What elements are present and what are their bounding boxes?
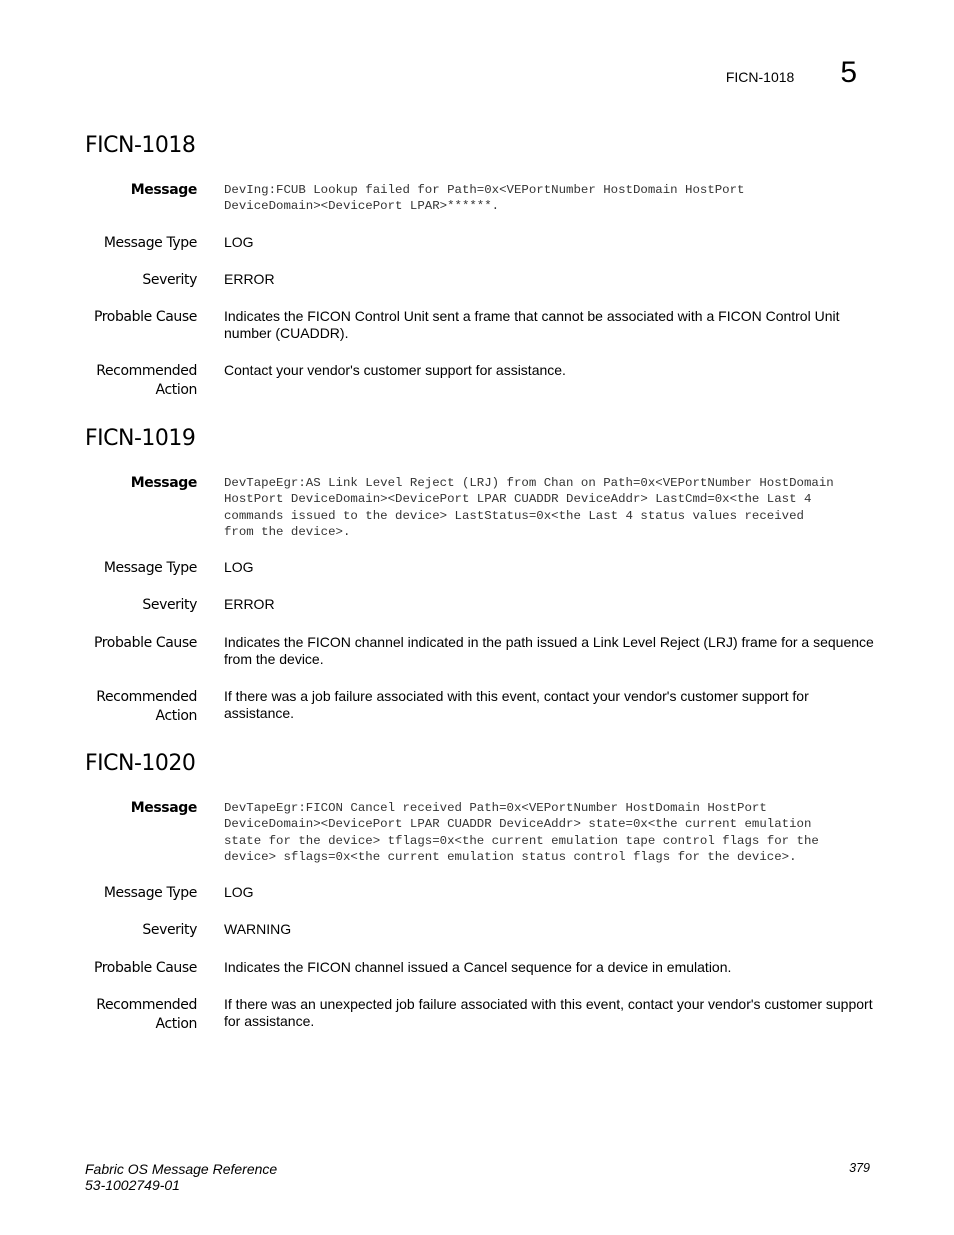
book-title: Fabric OS Message Reference <box>85 1161 278 1177</box>
recommended-action-label <box>67 362 197 400</box>
recommended-action-label <box>67 996 197 1034</box>
doc-number: 53-1002749-01 <box>85 1177 180 1193</box>
recommended-label-line1: Recommended <box>96 363 197 379</box>
severity-value: ERROR <box>224 596 275 612</box>
severity-label: Severity <box>142 272 197 288</box>
recommended-action-label <box>67 688 197 726</box>
message-label: Message <box>130 475 197 491</box>
page-number: 379 <box>849 1161 870 1175</box>
message-text: DevIng:FCUB Lookup failed for Path=0x<VEPortNumber HostDomain HostPort DeviceDomain><DevicePort LPAR>******. <box>224 183 745 214</box>
recommended-label-line1: Recommended <box>96 997 197 1013</box>
message-type-value: LOG <box>224 559 254 575</box>
recommended-label-line2: Action <box>155 1016 197 1032</box>
message-type-value: LOG <box>224 234 254 250</box>
message-type-label: Message Type <box>103 560 197 576</box>
probable-cause-label: Probable Cause <box>93 309 197 325</box>
probable-cause-value: Indicates the FICON Control Unit sent a frame that cannot be associated with a FICON Control Unit number (CUADDR). <box>224 308 840 341</box>
recommended-label-line2: Action <box>155 382 197 398</box>
message-label: Message <box>130 800 197 816</box>
probable-cause-value: Indicates the FICON channel issued a Cancel sequence for a device in emulation. <box>224 959 732 975</box>
running-title: FICN-1018 <box>725 69 795 85</box>
probable-cause-value: Indicates the FICON channel indicated in the path issued a Link Level Reject (LRJ) frame for a sequence from the device. <box>224 634 874 667</box>
footer-book-info <box>85 1161 277 1193</box>
recommended-label-line1: Recommended <box>96 689 197 705</box>
message-type-label: Message Type <box>103 885 197 901</box>
message-type-label: Message Type <box>103 235 197 251</box>
entry-title: FICN-1018 <box>85 133 196 158</box>
message-text: DevTapeEgr:AS Link Level Reject (LRJ) from Chan on Path=0x<VEPortNumber HostDomain HostPort DeviceDomain><DevicePort LPAR CUADDR DeviceAddr> LastCmd=0x<the Last 4 commands issued to the device> LastStatus=0x<the Last 4 status values received from the device>. <box>224 476 834 539</box>
chapter-number: 5 <box>840 56 857 89</box>
recommended-action-value: If there was an unexpected job failure associated with this event, contact your vendor's customer support for assistance. <box>224 996 873 1029</box>
severity-value: ERROR <box>224 271 275 287</box>
probable-cause-label: Probable Cause <box>93 960 197 976</box>
recommended-label-line2: Action <box>155 708 197 724</box>
probable-cause-label: Probable Cause <box>93 635 197 651</box>
entry-title: FICN-1020 <box>85 751 196 776</box>
severity-value: WARNING <box>224 921 292 937</box>
message-type-value: LOG <box>224 884 254 900</box>
message-label: Message <box>130 182 197 198</box>
severity-label: Severity <box>142 597 197 613</box>
message-text: DevTapeEgr:FICON Cancel received Path=0x<VEPortNumber HostDomain HostPort DeviceDomain><DevicePort LPAR CUADDR DeviceAddr> state=0x<the current emulation state for the device> tflags=0x<the current emulation tape control flags for the device> sflags=0x<the current emulation status control flags for the device>. <box>224 801 819 864</box>
running-header <box>726 58 857 88</box>
recommended-action-value: If there was a job failure associated with this event, contact your vendor's customer support for assistance. <box>224 688 809 721</box>
recommended-action-value: Contact your vendor's customer support for assistance. <box>224 362 566 378</box>
entry-title: FICN-1019 <box>85 426 196 451</box>
severity-label: Severity <box>142 922 197 938</box>
